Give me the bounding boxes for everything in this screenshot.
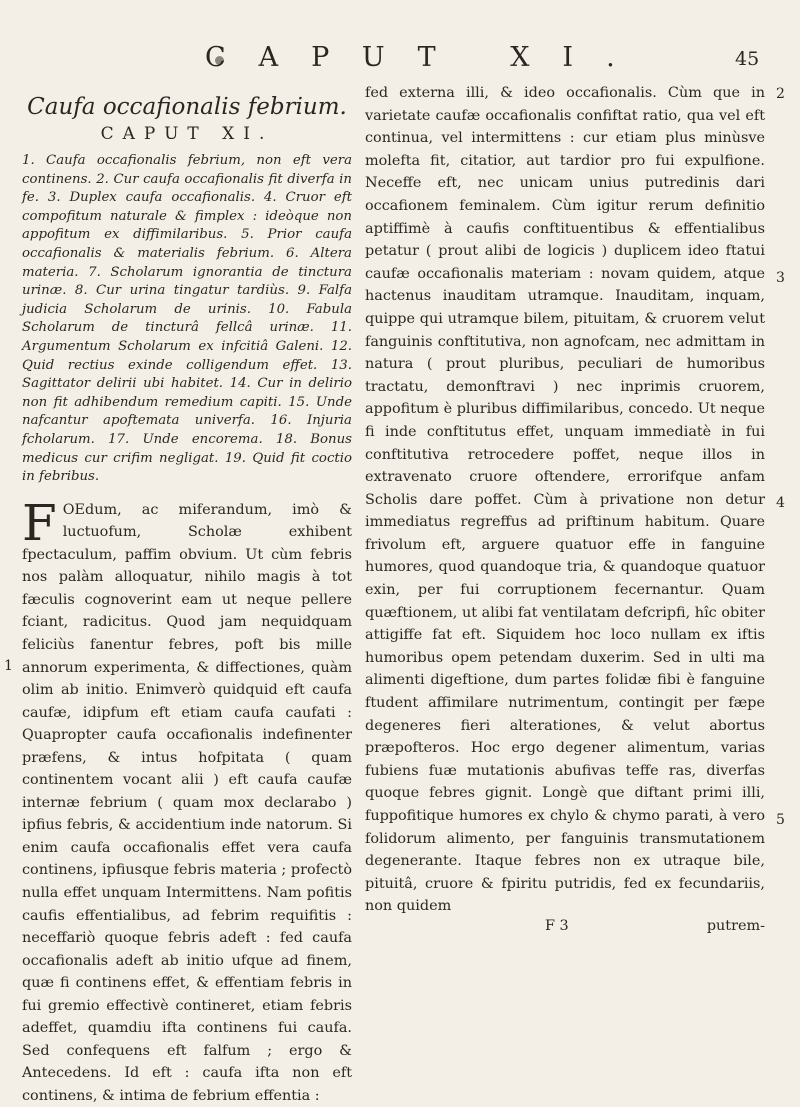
running-head-title: CAPUT XI. — [205, 42, 648, 73]
catchword: putrem- — [706, 917, 765, 934]
left-body — [22, 493, 352, 1107]
margin-number-5: 5 — [776, 812, 785, 828]
right-body: fed externa illi, & ideo occafionalis. Cùm que in varietate caufæ occafionalis confiftat ratio, qua vel eft continua, vel intermittens : cur etiam plus minùsve molefta fit, citatior, aut tardior pro fui expulfione. Neceffe eft, nec unicam unius putredinis dari occafionem feminalem. Cùm igitur rerum definitio aptiffimè à caufis conftituentibus & effentialibus petatur ( prout alibi de logicis ) duplicem ideo ftatui caufæ occafionalis materiam : novam quidem, atque hactenus inauditam utramque. Inauditam, inquam, quippe qui utramque bilem, pituitam, & cruorem velut fanguinis conftitutiva, non agnofcam, nec admittam in natura ( prout pluribus, peculiari de humoribus tractatu, demonftravi ) nec inprimis cruorem, appofitum è pluribus diffimilaribus, concedo. Ut neque fi inde conftitutus effet, unquam immediatè in fui conftitutiva retrocedere poffet, neque illos in extravenato cruore oftendere, errorifque anfam Scholis dare poffet. Cùm à privatione non detur immediatus regreffus ad priftinum habitum. Quare frivolum eft, arguere quatuor effe in fanguine humores, quod quandoque tria, & quandoque quatuor exin, per fui corruptionem fecernantur. Quam quæftionem, ut alibi fat ventilatam defcripfi, hîc obiter attigiffe fat eft. Siquidem hoc loco nullam ex iftis humoribus opem petendam duxerim. Sed in ulti ma alimenti digeftione, dum partes folidæ fibi è fanguine ftudent affimilare nutrimentum, contingit per fæpe degeneres fieri alterationes, & velut abortus præpofteros. Hoc ergo degener alimentum, varias fubiens fuæ mutationis abufivas teffe ras, diverfas quoque febres gignit. Longè que diftant primi illi, fuppofitique humores ex chylo & chymo parati, à vero folidorum alimento, per fanguinis transmutationem degenerante. Itaque febres non ex utraque bile, pituitâ, cruore & fpiritu putridis, fed ex fecundariis, non quidem — [365, 85, 765, 915]
running-head — [0, 42, 800, 82]
margin-number-4: 4 — [776, 495, 785, 511]
right-column — [365, 82, 765, 940]
left-column — [22, 88, 352, 1107]
left-body-text: OEdum, ac miferandum, imò & luctuofum, Scholæ exhibent fpectaculum, paffim obvium. Ut cùm febris nos palàm alloquatur, nihilo magis à tot fæculis cognoverint eam ut neque pellere fciant, radicitus. Quod jam nequidquam feliciùs fanentur febres, poft bis mille annorum experimenta, & diffectiones, quàm olim ab initio. Enimverò quidquid eft caufa caufæ, idipfum eft etiam caufa caufati : Quapropter caufa occafionalis indefinenter præfens, & intus hofpitata ( quam continentem vocant alii ) eft caufa caufæ internæ febrium ( quam mox declarabo ) ipfius febris, & accidentium inde natorum. Si enim caufa occafionalis effet vera caufa continens, ipfiusque febris materia ; profectò nulla effet unquam Intermittens. Nam pofitis caufis effentialibus, ad febrim requifitis : neceffariò quoque febris adeft : fed caufa occafionalis adeft ab initio ufque ad finem, quæ fi continens effet, & effentiam febris in fui gremio effectivè contineret, etiam febris adeffet, quamdiu ifta continens fui caufa. Sed confequens eft falfum ; ergo & Antecedens. Id eft : caufa ifta non eft continens, & intima de febrium effentia : — [22, 501, 352, 1104]
margin-number-3: 3 — [776, 270, 785, 286]
footer-line — [365, 918, 765, 940]
chapter-title: Caufa occafionalis febrium. — [27, 94, 347, 120]
chapter-heading: CAPUT XI. — [100, 124, 274, 144]
margin-number-left: 1 — [4, 658, 13, 674]
signature-mark: F 3 — [545, 917, 569, 934]
page-number: 45 — [735, 48, 760, 70]
margin-number-2: 2 — [776, 86, 785, 102]
drop-cap: F — [22, 493, 57, 552]
chapter-summary: 1. Caufa occafionalis febrium, non eft vera continens. 2. Cur caufa occafionalis fit diverfa in fe. 3. Duplex caufa occafionalis. 4. Cruor eft compofitum naturale & fimplex : ideòque non appofitum ex diffimilaribus. 5. Prior caufa occafionalis & materialis febrium. 6. Altera materia. 7. Scholarum ignorantia de tinctura urinæ. 8. Cur urina tingatur tardiùs. 9. Falfa judicia Scholarum de urinis. 10. Fabula Scholarum de tincturâ fellcâ urinæ. 11. Argumentum Scholarum ex infcitiâ Galeni. 12. Quid rectius exinde colligendum effet. 13. Sagittator delirii ubi habitet. 14. Cur in delirio non fit adhibendum remedium capiti. 15. Unde nafcantur apoftemata univerfa. 16. Injuria fcholarum. 17. Unde encorema. 18. Bonus medicus cur crifim negligat. 19. Quid fit coctio in febribus. — [22, 153, 352, 485]
